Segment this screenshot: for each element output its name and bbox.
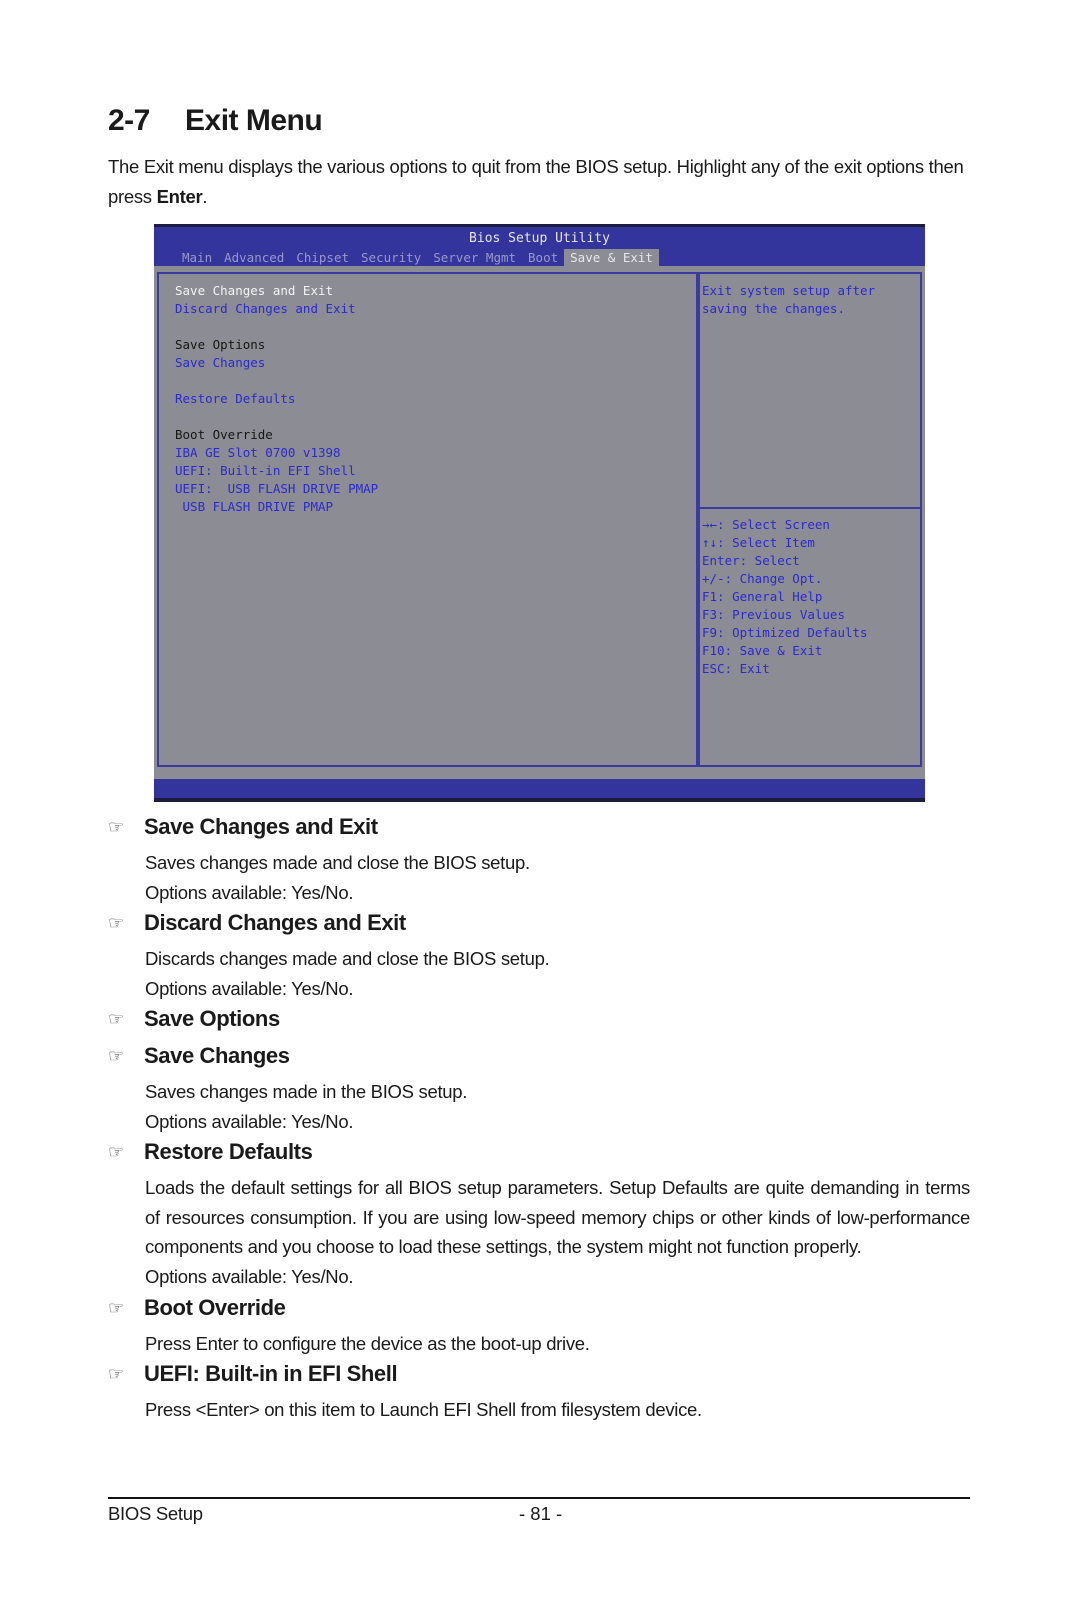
bios-title: Bios Setup Utility (469, 231, 610, 246)
option-title: Save Changes and Exit (144, 814, 378, 839)
option-description (145, 944, 970, 1003)
pointing-hand-icon: ☞ (108, 816, 124, 837)
bios-tab-bar (176, 249, 659, 269)
section-heading (108, 104, 322, 138)
bios-label-boot-override: Boot Override (175, 427, 273, 442)
option-title: Restore Defaults (144, 1139, 313, 1164)
bios-item-discard-changes-exit[interactable]: Discard Changes and Exit (175, 301, 356, 316)
bios-key-select-item: ↑↓: Select Item (702, 535, 815, 550)
pointing-hand-icon: ☞ (108, 1008, 124, 1029)
desc-line: Options available: Yes/No. (145, 1110, 354, 1132)
bios-item-save-changes[interactable]: Save Changes (175, 355, 266, 370)
option-title: Save Changes (144, 1043, 290, 1068)
footer-rule (108, 1497, 970, 1499)
bios-key-enter: Enter: Select (702, 553, 800, 568)
option-heading-save-changes-exit (108, 814, 378, 840)
desc-line: Options available: Yes/No. (145, 1265, 354, 1287)
option-heading-restore-defaults (108, 1139, 312, 1165)
intro-paragraph (108, 152, 970, 212)
intro-text: The Exit menu displays the various options to quit from the BIOS setup. Highlight any of the exit options then press (108, 156, 964, 207)
bios-item-save-changes-exit[interactable]: Save Changes and Exit (175, 283, 334, 298)
bios-key-f3: F3: Previous Values (702, 607, 845, 622)
pointing-hand-icon: ☞ (108, 1363, 124, 1384)
option-description (145, 848, 970, 907)
option-title: UEFI: Built-in in EFI Shell (144, 1361, 398, 1386)
option-title: Save Options (144, 1006, 280, 1031)
pointing-hand-icon: ☞ (108, 1045, 124, 1066)
bios-tab-main[interactable]: Main (182, 250, 213, 265)
option-heading-discard-changes-exit (108, 910, 406, 936)
desc-line: Press Enter to configure the device as the boot-up drive. (145, 1333, 590, 1354)
bios-header-bar (154, 224, 925, 266)
bios-label-save-options: Save Options (175, 337, 266, 352)
bios-key-f10: F10: Save & Exit (702, 643, 823, 658)
page-number: - 81 - (519, 1503, 563, 1524)
pointing-hand-icon: ☞ (108, 912, 124, 933)
desc-line: Press <Enter> on this item to Launch EFI Shell from filesystem device. (145, 1399, 702, 1420)
option-heading-boot-override (108, 1295, 286, 1321)
section-number: 2-7 (108, 104, 150, 137)
bios-tab-chipset[interactable]: Chipset (296, 250, 350, 265)
option-description (145, 1173, 970, 1291)
option-description (145, 1395, 970, 1425)
bios-item-uefi-efi-shell[interactable]: UEFI: Built-in EFI Shell (175, 463, 356, 478)
option-description (145, 1329, 970, 1359)
pointing-hand-icon: ☞ (108, 1297, 124, 1318)
option-title: Discard Changes and Exit (144, 910, 406, 935)
bios-tab-save-exit[interactable]: Save & Exit (564, 249, 659, 267)
bios-item-restore-defaults[interactable]: Restore Defaults (175, 391, 296, 406)
intro-text-end: . (202, 186, 208, 207)
bios-key-f1: F1: General Help (702, 589, 823, 604)
desc-line: Saves changes made in the BIOS setup. (145, 1081, 468, 1102)
desc-line: Loads the default settings for all BIOS setup parameters. Setup Defaults are quite demanding in terms of resources consumption. If you are using low-speed memory chips or other kinds of low-performance components and you choose to load these settings, the system might not function properly. (145, 1177, 970, 1257)
option-description (145, 1077, 970, 1136)
bios-help-panel (698, 272, 922, 767)
option-title: Boot Override (144, 1295, 286, 1320)
bios-key-f9: F9: Optimized Defaults (702, 625, 868, 640)
intro-key-enter: Enter (156, 186, 203, 207)
desc-line: Options available: Yes/No. (145, 977, 354, 999)
bios-screenshot (154, 224, 925, 802)
bios-tab-security[interactable]: Security (361, 250, 422, 265)
bios-tab-advanced[interactable]: Advanced (224, 250, 285, 265)
section-title: Exit Menu (185, 104, 323, 137)
option-heading-uefi-efi-shell (108, 1361, 397, 1387)
bios-footer-bar (154, 779, 925, 802)
desc-line: Saves changes made and close the BIOS setup. (145, 852, 530, 873)
bios-key-select-screen: →←: Select Screen (702, 517, 830, 532)
desc-line: Options available: Yes/No. (145, 881, 354, 903)
bios-tab-server-mgmt[interactable]: Server Mgmt (433, 250, 517, 265)
option-heading-save-changes (108, 1043, 290, 1069)
option-heading-save-options (108, 1006, 280, 1032)
bios-key-change-opt: +/-: Change Opt. (702, 571, 823, 586)
bios-item-uefi-usb-flash[interactable]: UEFI: USB FLASH DRIVE PMAP (175, 481, 379, 496)
bios-help-line: saving the changes. (702, 301, 845, 316)
bios-tab-boot[interactable]: Boot (528, 250, 559, 265)
desc-line: Discards changes made and close the BIOS setup. (145, 948, 550, 969)
bios-menu-panel (157, 272, 698, 767)
bios-help-divider (700, 507, 920, 509)
bios-help-line: Exit system setup after (702, 283, 876, 298)
bios-key-esc: ESC: Exit (702, 661, 770, 676)
bios-item-iba-ge-slot[interactable]: IBA GE Slot 0700 v1398 (175, 445, 341, 460)
footer-chapter: BIOS Setup (108, 1503, 203, 1524)
bios-item-usb-flash[interactable]: USB FLASH DRIVE PMAP (175, 499, 334, 514)
pointing-hand-icon: ☞ (108, 1141, 124, 1162)
